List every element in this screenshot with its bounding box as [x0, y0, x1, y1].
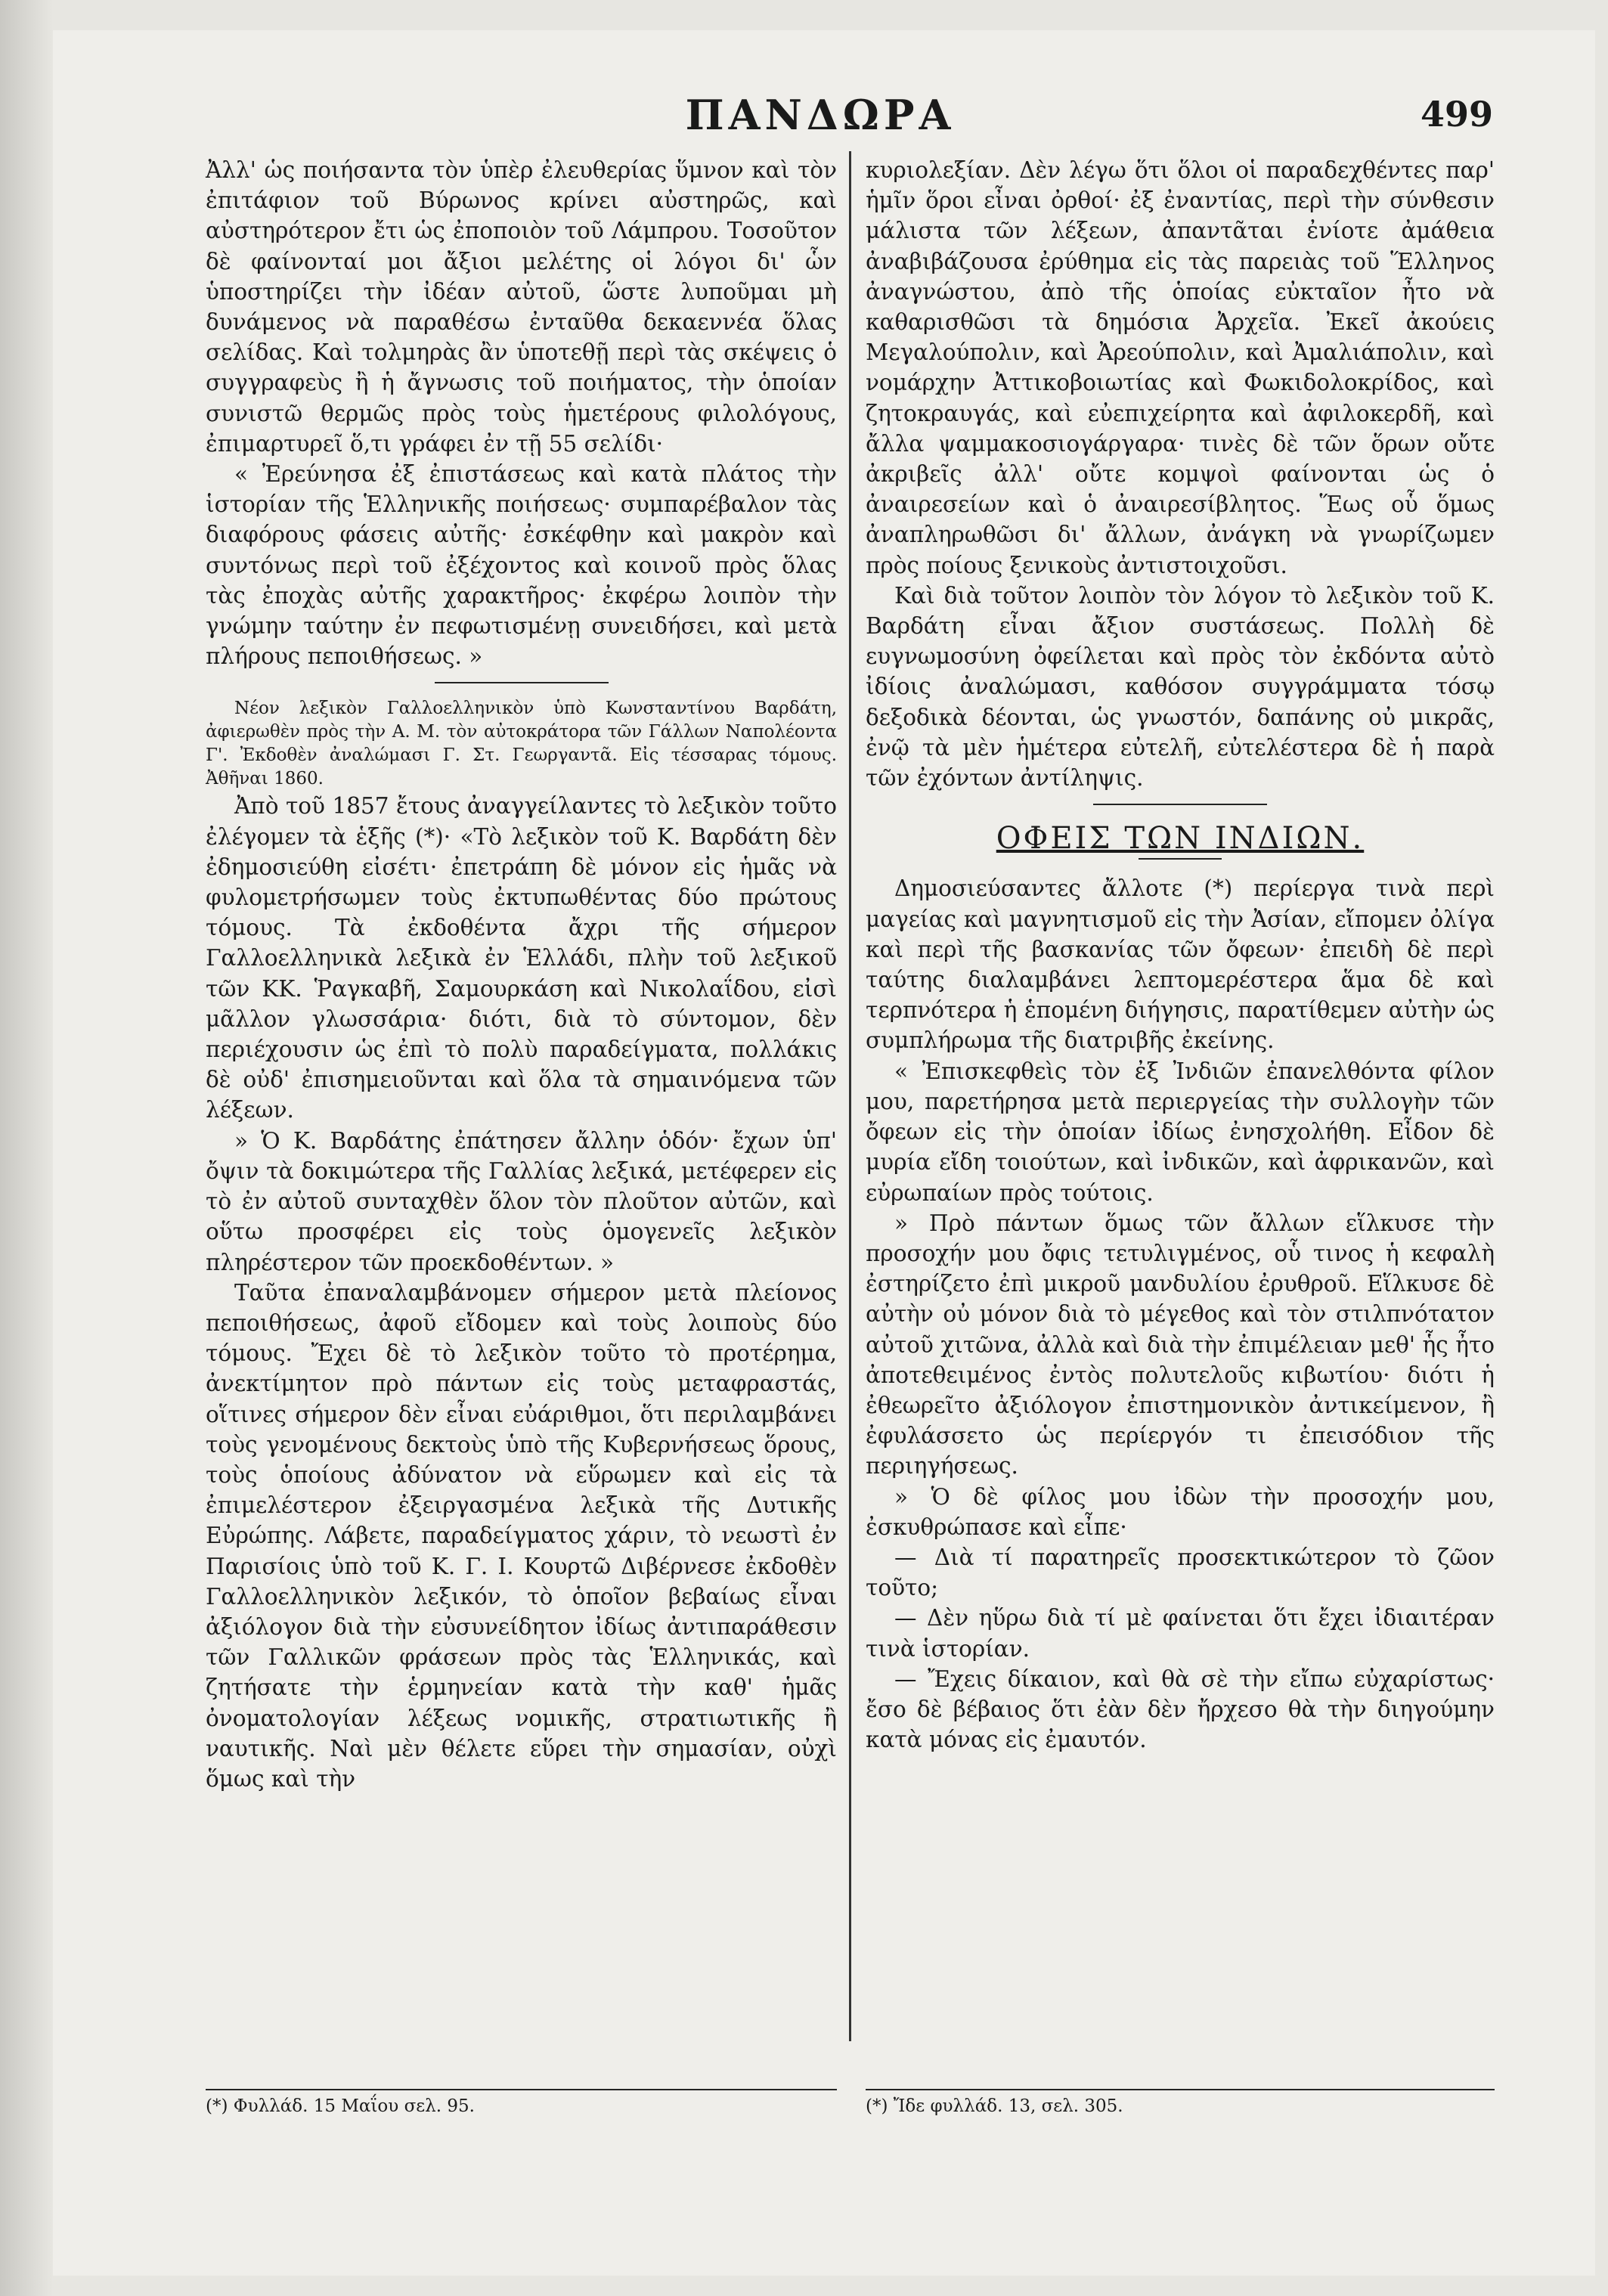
section-divider — [1093, 804, 1267, 805]
paragraph: Ἀπὸ τοῦ 1857 ἔτους ἀναγγείλαντες τὸ λεξικὸν τοῦτο ἐλέγομεν τὰ ἑξῆς (*)· «Τὸ λεξικὸν τοῦ Κ. Βαρδάτη δὲν ἐδημοσιεύθη εἰσέτι· ἐπετράπη δὲ μόνον εἰς ἡμᾶς νὰ φυλομετρήσωμεν τοὺς ἐκτυπωθέντας δύο πρώτους τόμους. Τὰ ἐκδοθέντα ἄχρι τῆς σήμερον Γαλλοελληνικὰ λεξικὰ ἐν Ἑλλάδι, πλὴν τοῦ λεξικοῦ τῶν ΚΚ. Ῥαγκαβῆ, Σαμουρκάση καὶ Νικολαΐδου, εἰσὶ μᾶλλον γλωσσάρια· διότι, διὰ τὸ σύντομον, δὲν περιέχουσιν ὡς ἐπὶ τὸ πολὺ παραδείγματα, πολλάκις δὲ οὐδ' ἐπισημειοῦνται καὶ ὅλα τὰ σημαινόμενα τῶν λέξεων. — [206, 793, 837, 1123]
paragraph: » Ὁ Κ. Βαρδάτης ἐπάτησεν ἄλλην ὁδόν· ἔχων ὑπ' ὄψιν τὰ δοκιμώτερα τῆς Γαλλίας λεξικά, μετέφερεν εἰς τὸ ἐν αὐτοῦ συνταχθὲν ὅλον τὸν πλοῦτον αὐτῶν, καὶ οὕτω προσφέρει εἰς τοὺς ὁμογενεῖς λεξικὸν πληρέστερον τῶν προεκδοθέντων. » — [206, 1127, 837, 1275]
journal-title: ΠΑΝΔΩΡΑ — [685, 91, 956, 139]
footnote-right: (*) Ἴδε φυλλάδ. 13, σελ. 305. — [866, 2089, 1495, 2116]
paragraph: » Ὁ δὲ φίλος μου ἰδὼν τὴν προσοχήν μου, ἐσκυθρώπασε καὶ εἶπε· — [866, 1483, 1495, 1540]
quote-paragraph: « Ἐρεύνησα ἐξ ἐπιστάσεως καὶ κατὰ πλάτος τὴν ἱστορίαν τῆς Ἑλληνικῆς ποιήσεως· συμπαρέβαλον τὰς διαφόρους φάσεις αὐτῆς· ἐσκέφθην καὶ μακρὸν καὶ συντόνως περὶ τοῦ ἐξέχοντος καὶ κοινοῦ πρὸς ὅλας τὰς ἐποχὰς αὐτῆς χαρακτῆρος· ἐκφέρω λοιπὸν τὴν γνώμην ταύτην ἐν πεφωτισμένῃ συνειδήσει, καὶ μετὰ πλήρους πεποιθήσεως. » — [206, 461, 837, 670]
column-divider — [849, 151, 851, 2041]
paragraph: » Πρὸ πάντων ὅμως τῶν ἄλλων εἵλκυσε τὴν προσοχήν μου ὄφις τετυλιγμένος, οὗ τινος ἡ κεφαλὴ ἐστηρίζετο ἐπὶ μικροῦ μανδυλίου ἐρυθροῦ. Εἵλκυσε δὲ αὐτὴν οὐ μόνον διὰ τὸ μέγεθος καὶ τὸν στιλπνότατον αὐτοῦ χιτῶνα, ἀλλὰ καὶ διὰ τὴν ἐπιμέλειαν μεθ' ἧς ἦτο ἀποτεθειμένος ἐντὸς πολυτελοῦς κιβωτίου· διότι ἡ ἐθεωρεῖτο ἀξιόλογον ἐπιστημονικὸν ἀντικείμενον, ἢ ἐφυλάσσετο ὡς περίεργόν τι ἐπεισόδιον τῆς περιηγήσεως. — [866, 1210, 1495, 1480]
section-divider — [435, 682, 609, 683]
paragraph: Καὶ διὰ τοῦτον λοιπὸν τὸν λόγον τὸ λεξικὸν τοῦ Κ. Βαρδάτη εἶναι ἄξιον συστάσεως. Πολλὴ δὲ ευγνωμοσύνη ὀφείλεται καὶ πρὸς τὸν ἐκδόντα αὐτὸ ἰδίοις ἀναλώμασι, καθόσον συγγράμματα τόσῳ δεξοδικὰ δέονται, ὡς γνωστόν, δαπάνης οὐ μικρᾶς, ἐνῷ τὰ μὲν ἡμέτερα εὐτελῆ, εὐτελέστερα δὲ ἡ παρὰ τῶν ἐχόντων ἀντίληψις. — [866, 582, 1495, 792]
running-header — [147, 91, 1493, 144]
dialogue-line: — Δὲν ηὕρω διὰ τί μὲ φαίνεται ὅτι ἔχει ἰδιαιτέραν τινὰ ἱστορίαν. — [866, 1605, 1495, 1662]
paragraph: Ταῦτα ἐπαναλαμβάνομεν σήμερον μετὰ πλείονος πεποιθήσεως, ἀφοῦ εἴδομεν καὶ τοὺς λοιποὺς δύο τόμους. Ἔχει δὲ τὸ λεξικὸν τοῦτο τὸ προτέρημα, ἀνεκτίμητον πρὸ πάντων εἰς τοὺς μεταφραστάς, οἵτινες σήμερον δὲν εἶναι εὐάριθμοι, ὅτι περιλαμβάνει τοὺς γενομένους δεκτοὺς ὑπὸ τῆς Κυβερνήσεως ὅρους, τοὺς ὁποίους ἀδύνατον νὰ εὕρωμεν καὶ εἰς τὰ ἐπιμελέστερον ἐξειργασμένα λεξικὰ τῆς Δυτικῆς Εὐρώπης. Λάβετε, παραδείγματος χάριν, τὸ νεωστὶ ἐν Παρισίοις ὑπὸ τοῦ Κ. Γ. Ι. Κουρτῶ Διβέρνεσε ἐκδοθὲν Γαλλοελληνικὸν λεξικόν, τὸ ὁποῖον βεβαίως εἶναι ἀξιόλογον διὰ τὴν εὐσυνείδητον ἰδίως ἀντιπαράθεσιν τῶν Γαλλικῶν φράσεων πρὸς τὰς Ἑλληνικάς, καὶ ζητήσατε τὴν ἑρμηνείαν κατὰ τὴν καθ' ἡμᾶς ὀνοματολογίαν λέξεως νομικῆς, στρατιωτικῆς ἢ ναυτικῆς. Ναὶ μὲν θέλετε εὕρει τὴν σημασίαν, οὐχὶ ὅμως καὶ τὴν — [206, 1279, 837, 1792]
dialogue-line: — Ἔχεις δίκαιον, καὶ θὰ σὲ τὴν εἴπω εὐχαρίστως· ἔσο δὲ βέβαιος ὅτι ἐὰν δὲν ἤρχεσο θὰ τὴν διηγούμην κατὰ μόνας εἰς ἐμαυτόν. — [866, 1665, 1495, 1753]
dialogue-line: — Διὰ τί παρατηρεῖς προσεκτικώτερον τὸ ζῶον τοῦτο; — [866, 1544, 1495, 1601]
title-ornament-rule — [1139, 858, 1222, 860]
paragraph: Ἀλλ' ὡς ποιήσαντα τὸν ὑπὲρ ἐλευθερίας ὕμνον καὶ τὸν ἐπιτάφιον τοῦ Βύρωνος κρίνει αὐστηρῶς, καὶ αὐστηρότερον ἔτι ὡς ἐποποιὸν τοῦ Λάμπρου. Τοσοῦτον δὲ φαίνονταί μοι ἄξιοι μελέτης οἱ λόγοι δι' ὧν ὑποστηρίζει τὴν ἰδέαν αὐτοῦ, ὥστε λυποῦμαι μὴ δυνάμενος νὰ παραθέσω ἐνταῦθα δεκαεννέα ὅλας σελίδας. Καὶ τολμηρὰς ἂν ὑποτεθῇ περὶ τὰς σκέψεις ὁ συγγραφεὺς ἢ ἡ ἄγνωσις τοῦ ποιήματος, τὴν ὁποίαν συνιστῶ θερμῶς πρὸς τοὺς ἡμετέρους φιλολόγους, ἐπιμαρτυρεῖ ὅ,τι γράφει ἐν τῇ 55 σελίδι· — [206, 157, 837, 457]
paragraph: Δημοσιεύσαντες ἄλλοτε (*) περίεργα τινὰ περὶ μαγείας καὶ μαγνητισμοῦ εἰς τὴν Ἀσίαν, εἴπομεν ὀλίγα καὶ περὶ τῆς βασκανίας τῶν ὄφεων· ἐπειδὴ δὲ περὶ ταύτης διαλαμβάνει λεπτομερέστερα ἅμα δὲ καὶ τερπνότερα ἡ ἑπομένη διήγησις, παρατίθεμεν αὐτὴν ὡς συμπλήρωμα τῆς διατριβῆς ἐκείνης. — [866, 875, 1495, 1054]
page-edge-shadow — [0, 0, 53, 2296]
paragraph: κυριολεξίαν. Δὲν λέγω ὅτι ὅλοι οἱ παραδεχθέντες παρ' ἡμῖν ὅροι εἶναι ὀρθοί· ἐξ ἐναντίας, περὶ τὴν σύνθεσιν μάλιστα τῶν λέξεων, ἀπαντᾶται ἐνίοτε ἀμάθεια ἀναβιβάζουσα ἐρύθημα εἰς τὰς παρειὰς τοῦ Ἕλληνος ἀναγνώστου, ἀπὸ τῆς ὁποίας εὐκταῖον ἦτο νὰ καθαρισθῶσι τὰ δημόσια Ἀρχεῖα. Ἐκεῖ ἀκούεις Μεγαλούπολιν, καὶ Ἀρεούπολιν, καὶ Ἀμαλιάπολιν, καὶ νομάρχην Ἀττικοβοιωτίας καὶ Φωκιδολοκρίδος, καὶ ζητοκραυγάς, καὶ εὐεπιχείρητα καὶ ἀφιλοκερδῆ, καὶ ἄλλα ψαμμακοσιογάργαρα· τινὲς δὲ τῶν ὅρων οὔτε ἀκριβεῖς ἀλλ' οὔτε κομψοὶ φαίνονται ὡς ὁ ἀναιρεσείων καὶ ὁ ἀναιρεσίβλητος. Ἕως οὗ ὅμως ἀναπληρωθῶσι δι' ἄλλων, ἀνάγκη νὰ γνωρίζωμεν πρὸς ποίους ξενικοὺς ἀντιστοιχοῦσι. — [866, 157, 1495, 578]
page-number: 499 — [1420, 94, 1493, 135]
left-column — [206, 155, 837, 1794]
section-title: ΟΦΕΙΣ ΤΩΝ ΙΝΔΙΩΝ. — [996, 821, 1365, 857]
right-column — [866, 155, 1495, 1755]
paragraph: « Ἐπισκεφθεὶς τὸν ἐξ Ἰνδιῶν ἐπανελθόντα φίλον μου, παρετήρησα μετὰ περιεργείας τὴν συλλογὴν τῶν ὄφεων εἰς τὴν ὁποίαν ἰδίως ἐνησχολήθη. Εἶδον δὲ μυρία εἴδη τοιούτων, καὶ ἰνδικῶν, καὶ ἀφρικανῶν, καὶ εὐρωπαίων πρὸς τούτοις. — [866, 1058, 1495, 1206]
footnote-left: (*) Φυλλάδ. 15 Μαΐου σελ. 95. — [206, 2089, 837, 2116]
book-reference: Νέον λεξικὸν Γαλλοελληνικὸν ὑπὸ Κωνσταντίνου Βαρδάτη, ἀφιερωθὲν πρὸς τὴν Α. Μ. τὸν αὐτοκράτορα τῶν Γάλλων Ναπολέοντα Γ'. Ἐκδοθὲν ἀναλώμασι Γ. Στ. Γεωργαντᾶ. Εἰς τέσσαρας τόμους. Ἀθῆναι 1860. — [206, 699, 837, 789]
